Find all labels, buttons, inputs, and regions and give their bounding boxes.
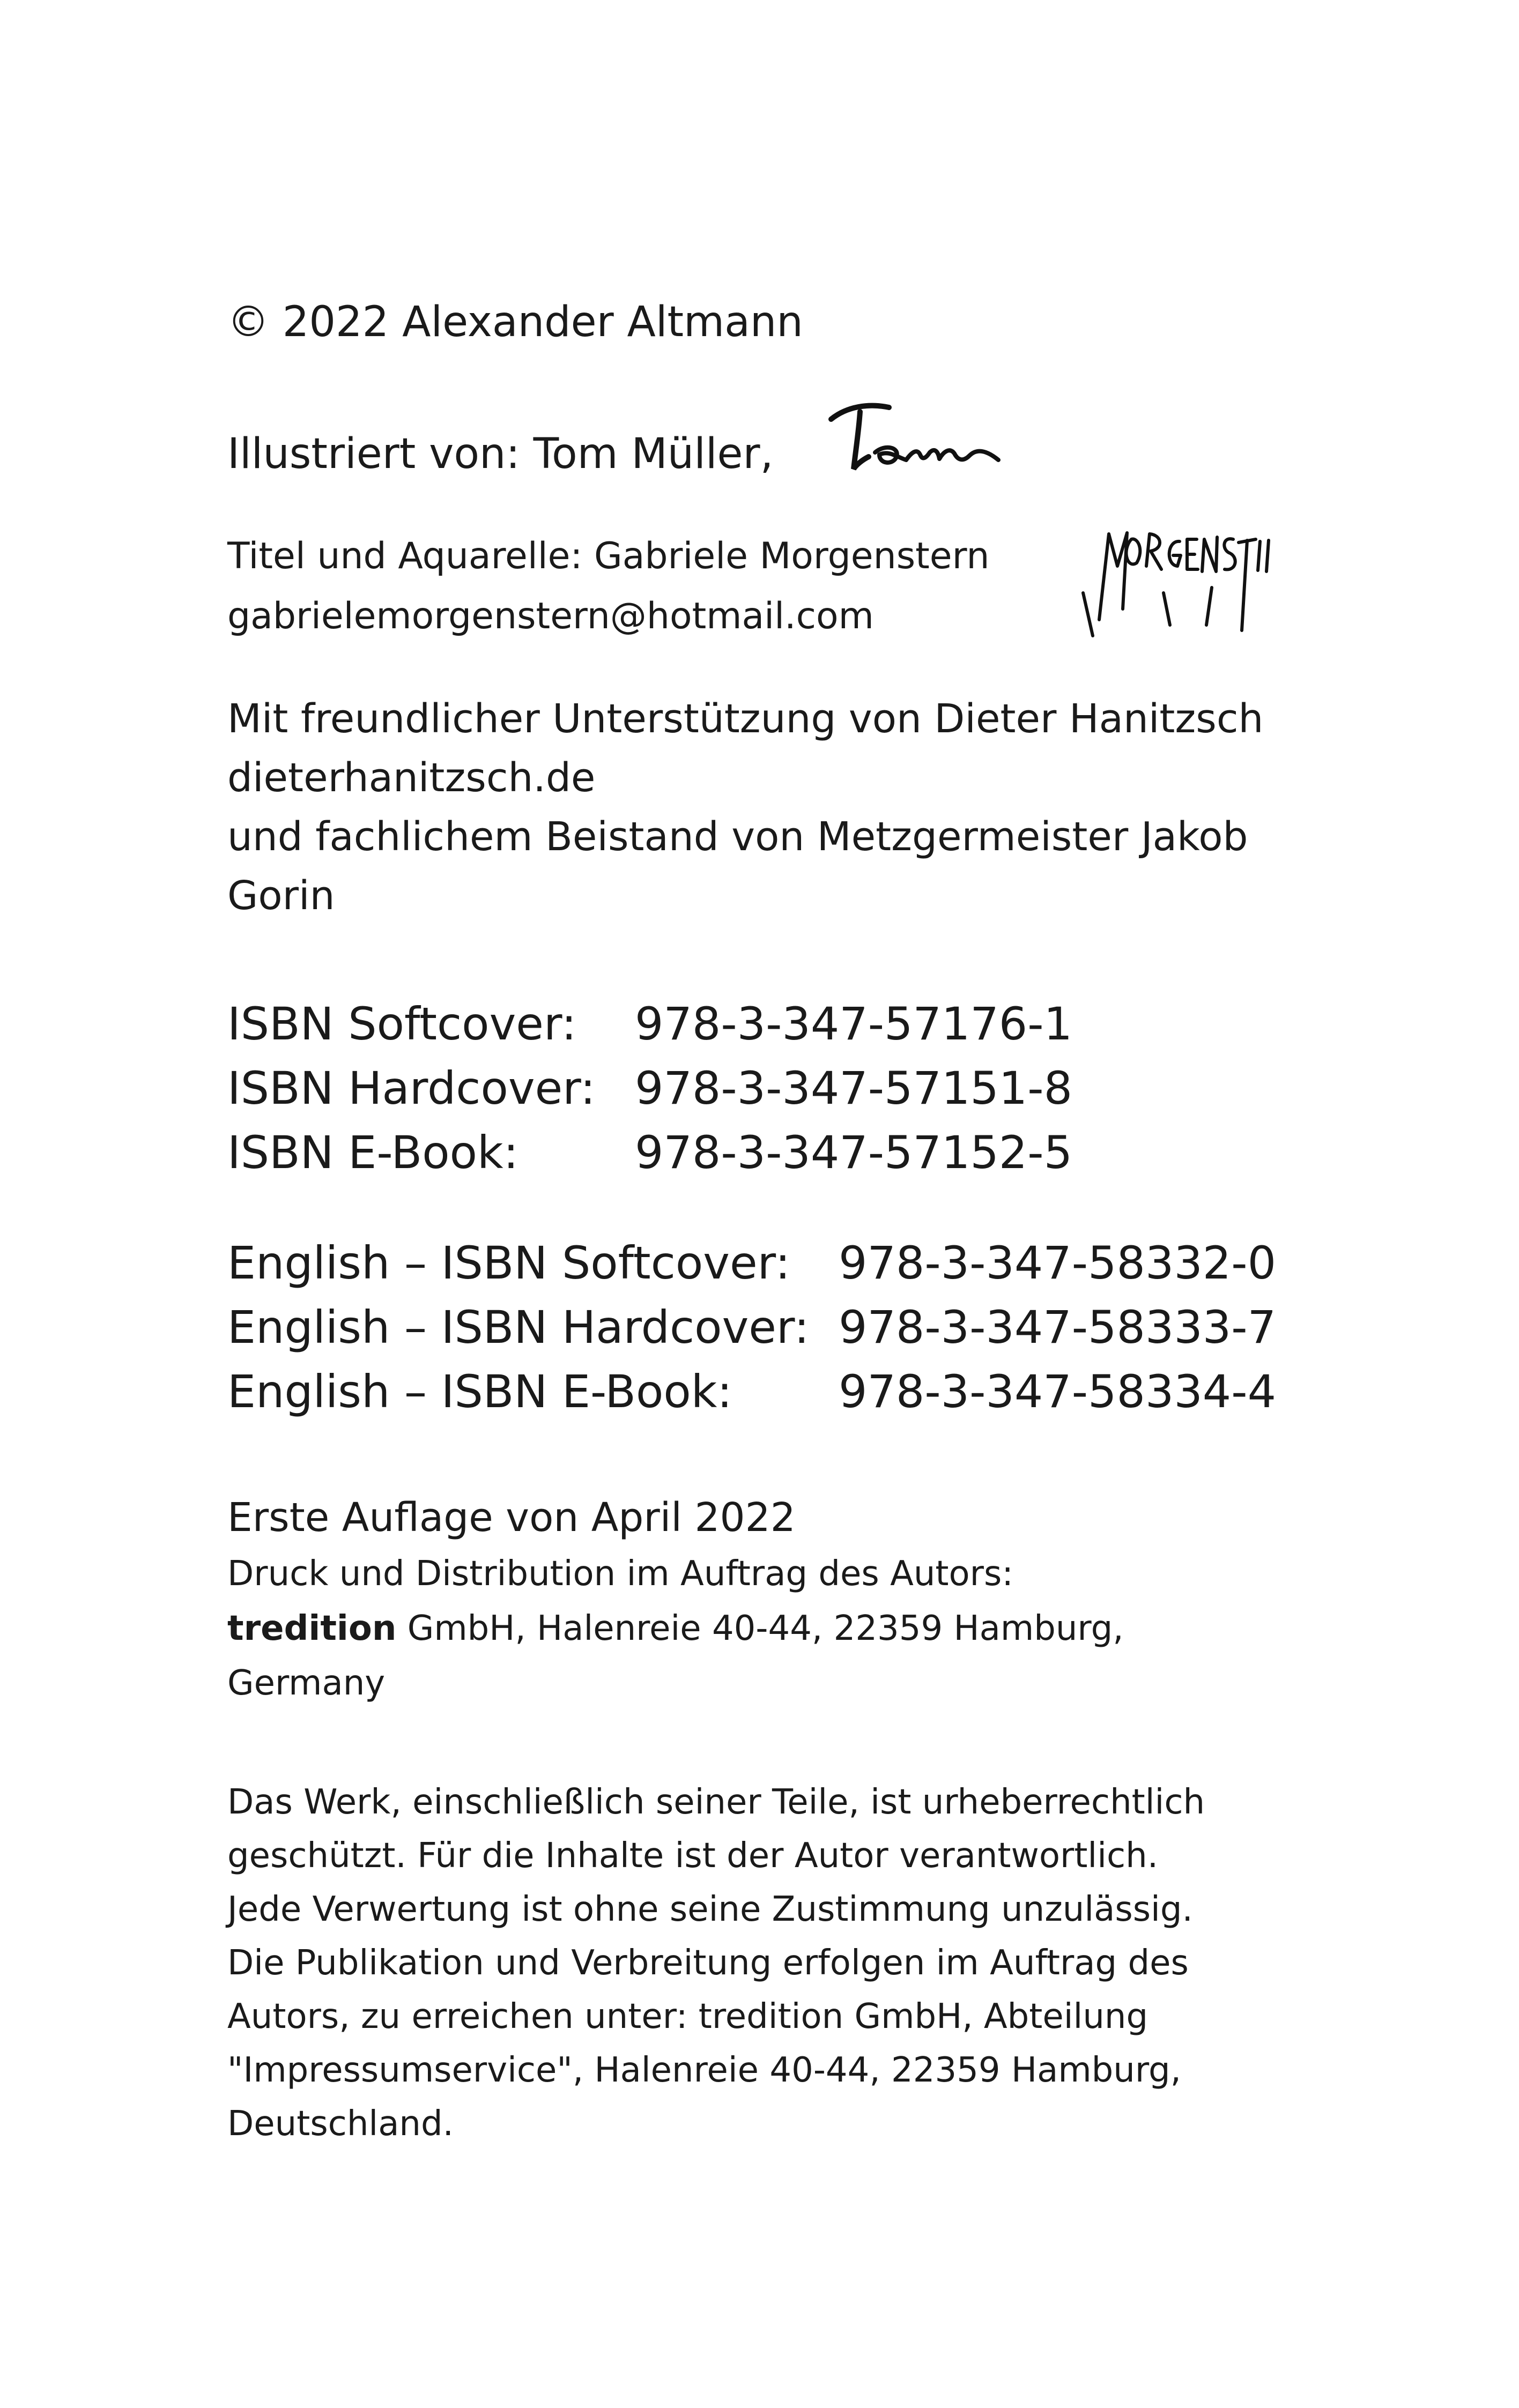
support-line-3: und fachlichem Beistand von Metzgermeister Jakob: [227, 814, 1248, 860]
isbn-row: [227, 1062, 1073, 1114]
isbn-en-value: 978-3-347-58334-4: [839, 1365, 1277, 1418]
morgenstern-signature-image: [1078, 518, 1281, 638]
legal-line: Deutschland.: [227, 2104, 454, 2144]
support-line-1: Mit freundlicher Unterstützung von Dieter Hanitzsch: [227, 696, 1264, 742]
isbn-en-label: English – ISBN Hardcover:: [227, 1301, 810, 1354]
isbn-row: [227, 998, 1073, 1050]
support-website: dieterhanitzsch.de: [227, 755, 596, 801]
support-line-4: Gorin: [227, 873, 335, 919]
isbn-label: ISBN E-Book:: [227, 1126, 519, 1179]
isbn-en-value: 978-3-347-58333-7: [839, 1301, 1277, 1354]
cover-artist-line: Titel und Aquarelle: Gabriele Morgenstern: [227, 535, 990, 577]
tom-signature-image: [826, 397, 1003, 477]
legal-line: geschützt. Für die Inhalte ist der Autor verantwortlich.: [227, 1836, 1159, 1876]
legal-line: Autors, zu erreichen unter: tredition GmbH, Abteilung: [227, 1997, 1148, 2037]
legal-line: Die Publikation und Verbreitung erfolgen im Auftrag des: [227, 1943, 1189, 1983]
isbn-label: ISBN Hardcover:: [227, 1062, 596, 1114]
isbn-en-label: English – ISBN Softcover:: [227, 1237, 791, 1289]
distribution-line: Druck und Distribution im Auftrag des Autors:: [227, 1554, 1013, 1594]
publisher-country: Germany: [227, 1663, 386, 1703]
isbn-en-value: 978-3-347-58332-0: [839, 1237, 1277, 1289]
legal-line: Jede Verwertung ist ohne seine Zustimmung unzulässig.: [227, 1890, 1193, 1929]
isbn-en-label: English – ISBN E-Book:: [227, 1365, 732, 1418]
copyright-line: © 2022 Alexander Altmann: [227, 298, 803, 346]
isbn-value: 978-3-347-57151-8: [635, 1062, 1073, 1114]
legal-line: Das Werk, einschließlich seiner Teile, ist urheberrechtlich: [227, 1782, 1205, 1822]
publisher-address: GmbH, Halenreie 40-44, 22359 Hamburg,: [396, 1609, 1124, 1648]
isbn-label: ISBN Softcover:: [227, 998, 577, 1050]
isbn-value: 978-3-347-57152-5: [635, 1126, 1073, 1179]
isbn-row: [227, 1126, 1073, 1179]
edition-line: Erste Auflage von April 2022: [227, 1495, 796, 1541]
legal-line: "Impressumservice", Halenreie 40-44, 22359 Hamburg,: [227, 2050, 1181, 2090]
publisher-address-line: [227, 1611, 1124, 1646]
isbn-en-row: [227, 1301, 1277, 1354]
isbn-en-row: [227, 1237, 1277, 1289]
illustrator-line: Illustriert von: Tom Müller,: [227, 430, 774, 478]
cover-artist-email: gabrielemorgenstern@hotmail.com: [227, 595, 874, 637]
isbn-en-row: [227, 1365, 1277, 1418]
isbn-value: 978-3-347-57176-1: [635, 998, 1073, 1050]
publisher-name: tredition: [227, 1609, 397, 1648]
